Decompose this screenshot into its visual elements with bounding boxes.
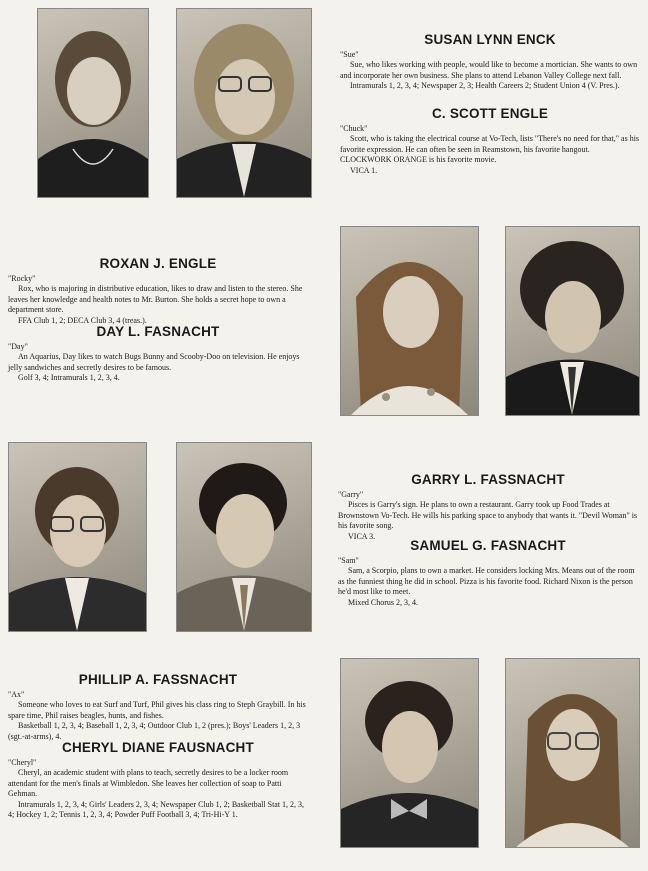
student-name: DAY L. FASNACHT <box>96 324 220 339</box>
portrait-photo-susan-enck <box>37 8 149 198</box>
student-bio: Cheryl, an academic student with plans to teach, secretly desires to be a locker room attendant for the men's finals at Wimbledon. She leaves her collection of soap to Patti Gehman. <box>8 768 289 799</box>
student-nickname: "Garry" <box>338 490 364 499</box>
student-bio: Rox, who is majoring in distributive education, likes to draw and listen to the stereo. She leaves her knowledge and health notes to Mr. Burton. She holds a secret hope to own a department store. <box>8 284 303 315</box>
portrait-photo-phillip-fassnacht <box>340 658 479 848</box>
student-nickname: "Day" <box>8 342 28 351</box>
student-nickname: "Sam" <box>338 556 359 565</box>
student-activities: FFA Club 1, 2; DECA Club 3, 4 (treas.). <box>18 315 147 325</box>
student-entry-roxan-engle <box>8 256 308 326</box>
student-activities: Intramurals 1, 2, 3, 4; Newspaper 2, 3; Health Careers 2; Student Union 4 (V. Pres.). <box>350 81 620 91</box>
student-activities: Golf 3, 4; Intramurals 1, 2, 3, 4. <box>18 373 120 383</box>
portrait-photo-roxan-engle <box>340 226 479 416</box>
student-entry-samuel-fasnacht <box>338 538 638 608</box>
portrait-photo-scott-engle <box>176 8 312 198</box>
portrait-photo-cheryl-fausnacht <box>505 658 640 848</box>
student-entry-susan-enck <box>340 32 640 92</box>
student-nickname: "Ax" <box>8 690 25 699</box>
student-name: ROXAN J. ENGLE <box>99 256 217 271</box>
portrait-photo-garry-fassnacht <box>8 442 147 632</box>
student-activities: Intramurals 1, 2, 3, 4; Girls' Leaders 2, 3, 4; Newspaper Club 1, 2; Basketball Stat 1, 2, 3, 4; Hockey 1, 2; Tennis 1, 2, 3, 4; Powder Puff Football 3, 4; Tri-Hi-Y 1. <box>8 799 305 820</box>
portrait-photo-day-fasnacht <box>505 226 640 416</box>
student-bio: An Aquarius, Day likes to watch Bugs Bunny and Scooby-Doo on television. He enjoys jelly sandwiches and secretly desires to be famous. <box>8 352 300 372</box>
student-entry-cheryl-fausnacht <box>8 740 308 821</box>
student-name: SAMUEL G. FASNACHT <box>410 538 566 553</box>
student-entry-phillip-fassnacht <box>8 672 308 742</box>
student-activities: Mixed Chorus 2, 3, 4. <box>348 597 418 607</box>
student-name: GARRY L. FASSNACHT <box>411 472 565 487</box>
student-activities: VICA 3. <box>348 531 376 541</box>
student-bio: Scott, who is taking the electrical course at Vo-Tech, lists "There's no need for that," as his favorite expression. He can often be seen in Reamstown, his favorite hangout. CLOCKWORK ORANGE is his favorite movie. <box>340 134 640 165</box>
student-bio: Sam, a Scorpio, plans to own a market. He considers locking Mrs. Means out of the room as the funniest thing he did in school. Pizza is his favorite food. Richard Nixon is the person he'd most like to meet. <box>338 566 635 597</box>
student-nickname: "Sue" <box>340 50 359 59</box>
student-nickname: "Rocky" <box>8 274 36 283</box>
student-name: C. SCOTT ENGLE <box>431 106 549 121</box>
student-entry-scott-engle <box>340 106 640 176</box>
student-name: PHILLIP A. FASSNACHT <box>78 672 238 687</box>
student-activities: VICA 1. <box>350 165 378 175</box>
student-bio: Pisces is Garry's sign. He plans to own a restaurant. Garry took up Food Trades at Brownstown Vo-Tech. He wills his parking space to anybody that wants it. "Devil Woman" is his favorite song. <box>338 500 638 531</box>
student-entry-day-fasnacht <box>8 324 308 384</box>
student-name: CHERYL DIANE FAUSNACHT <box>62 740 254 755</box>
student-entry-garry-fassnacht <box>338 472 638 542</box>
portrait-photo-samuel-fasnacht <box>176 442 312 632</box>
student-nickname: "Chuck" <box>340 124 368 133</box>
student-bio: Someone who loves to eat Surf and Turf, Phil gives his class ring to Steph Graybill. In his spare time, Phil raises beagles, hunts, and fishes. <box>8 700 306 720</box>
student-bio: Sue, who likes working with people, would like to become a mortician. She wants to own and incorporate her own business. She plans to attend Lebanon Valley College next fall. <box>340 60 638 80</box>
student-name: SUSAN LYNN ENCK <box>424 32 556 47</box>
student-activities: Basketball 1, 2, 3, 4; Baseball 1, 2, 3, 4; Outdoor Club 1, 2 (pres.); Boys' Leaders 1, 2, 3 (sgt.-at-arms), 4. <box>8 721 301 741</box>
student-nickname: "Cheryl" <box>8 758 37 767</box>
